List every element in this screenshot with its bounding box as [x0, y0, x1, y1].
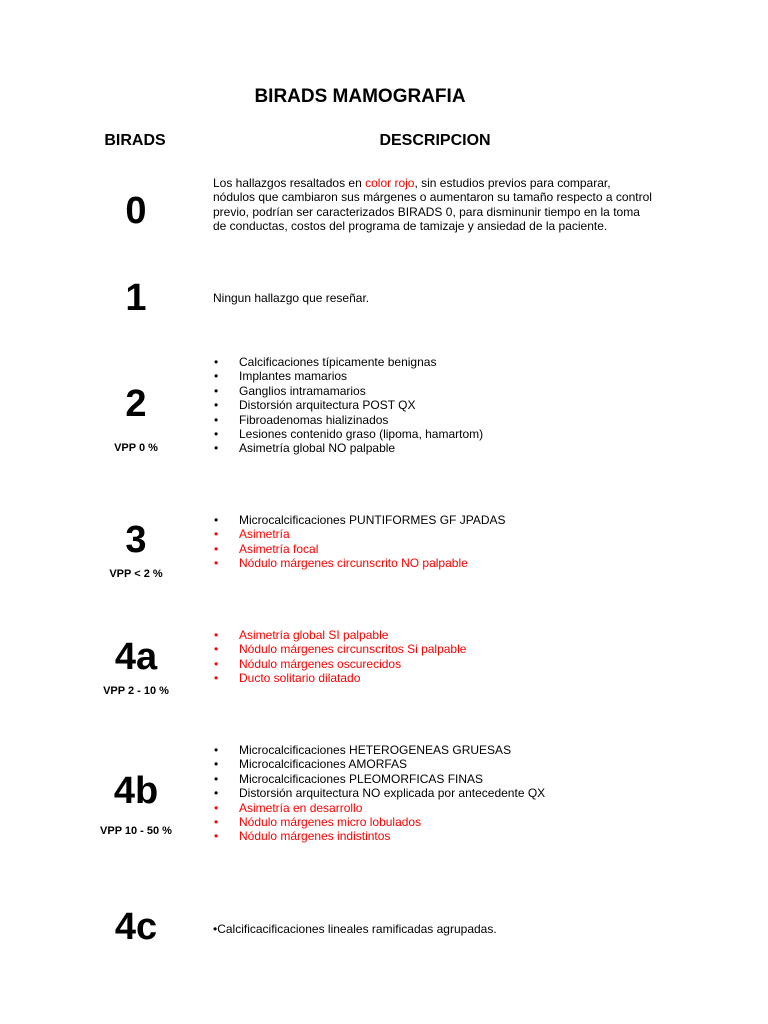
page-title: BIRADS MAMOGRAFIA [254, 86, 466, 107]
list-item: • Distorsión arquitectura POST QX [213, 398, 483, 412]
birads-4c-number: 4c [114, 906, 158, 948]
birads-0-number: 0 [125, 190, 147, 232]
desc-highlight: color rojo [365, 176, 415, 190]
list-item: • Ducto solitario dilatado [213, 671, 466, 685]
birads-0-description [213, 176, 653, 234]
birads-4a-number: 4a [114, 636, 158, 678]
column-header-descripcion: DESCRIPCION [379, 132, 491, 149]
list-item: • Implantes mamarios [213, 369, 483, 383]
birads-1-description: Ningun hallazgo que reseñar. [213, 291, 370, 305]
desc-text: Los hallazgos resaltados en [213, 176, 366, 190]
list-item: • Calcificaciones típicamente benignas [213, 355, 483, 369]
list-item: • Microcalcificaciones HETEROGENEAS GRUESAS [213, 743, 545, 757]
list-item: • Distorsión arquitectura NO explicada por antecedente QX [213, 786, 545, 800]
birads-4c-description: •Calcificacificaciones lineales ramificadas agrupadas. [213, 922, 497, 936]
list-item: • Nódulo márgenes micro lobulados [213, 815, 545, 829]
list-item: • Asimetría [213, 527, 506, 541]
list-item: • Asimetría focal [213, 542, 506, 556]
birads-4b-number: 4b [113, 770, 159, 812]
birads-4a-vpp: VPP 2 - 10 % [103, 685, 169, 697]
birads-4b-list [213, 743, 545, 844]
list-item: • Nódulo márgenes indistintos [213, 829, 545, 843]
list-item: • Nódulo márgenes circunscrito NO palpable [213, 556, 506, 570]
list-item: • Ganglios intramamarios [213, 384, 483, 398]
list-item: • Lesiones contenido graso (lipoma, hamartom) [213, 427, 483, 441]
birads-2-list [213, 355, 483, 456]
birads-3-list [213, 513, 506, 571]
list-item: • Microcalcificaciones AMORFAS [213, 757, 545, 771]
list-item: • Nódulo márgenes oscurecidos [213, 657, 466, 671]
column-header-birads: BIRADS [104, 132, 166, 149]
list-item: • Microcalcificaciones PUNTIFORMES GF JPADAS [213, 513, 506, 527]
list-item: • Fibroadenomas hializinados [213, 413, 483, 427]
birads-1-number: 1 [125, 277, 147, 319]
birads-4b-vpp: VPP 10 - 50 % [100, 825, 172, 837]
desc-text: , sin estudios previos para comparar, nódulos que cambiaron sus márgenes o aumentaron su tamaño respecto a control previo, podrían ser caracterizados BIRADS 0, para disminunir tiempo en la toma de conductas, costos del programa de tamizaje y ansiedad de la paciente. [213, 176, 652, 234]
birads-2-vpp: VPP 0 % [114, 442, 158, 454]
list-item: • Asimetría global NO palpable [213, 441, 483, 455]
list-item: • Nódulo márgenes circunscritos Si palpable [213, 642, 466, 656]
list-item: • Asimetría en desarrollo [213, 801, 545, 815]
list-item: • Microcalcificaciones PLEOMORFICAS FINAS [213, 772, 545, 786]
birads-3-vpp: VPP < 2 % [109, 568, 163, 580]
list-item: • Asimetría global SI palpable [213, 628, 466, 642]
birads-4a-list [213, 628, 466, 686]
birads-2-number: 2 [125, 383, 147, 425]
birads-3-number: 3 [125, 519, 147, 561]
